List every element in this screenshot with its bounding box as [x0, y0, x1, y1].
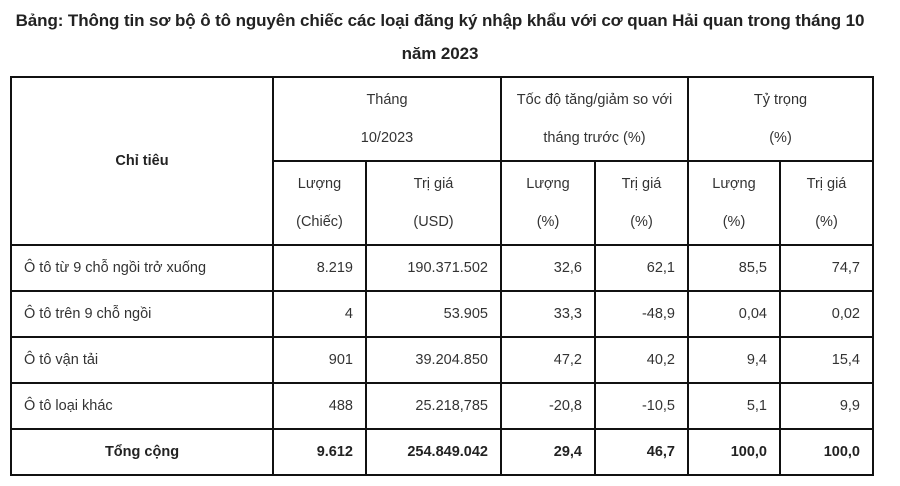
cell-qty: 8.219	[273, 245, 366, 291]
header-month-value-line2: (USD)	[413, 214, 454, 230]
cell-total-qty-change: 29,4	[501, 429, 595, 475]
cell-total-value-share: 100,0	[780, 429, 873, 475]
table-row	[11, 245, 873, 291]
cell-qty-change: -20,8	[501, 383, 595, 429]
cell-qty-share: 9,4	[688, 337, 780, 383]
header-share-qty-line1: Lượng	[712, 176, 756, 192]
cell-total-qty: 9.612	[273, 429, 366, 475]
table-title-line1: Bảng: Thông tin sơ bộ ô tô nguyên chiếc các loại đăng ký nhập khẩu với cơ quan Hải quan trong tháng 10	[15, 11, 865, 30]
header-change-value	[595, 161, 688, 245]
header-change-qty-line1: Lượng	[526, 176, 570, 192]
header-share-value-line2: (%)	[815, 214, 838, 230]
header-change-value-line1: Trị giá	[621, 176, 662, 192]
header-month-qty	[273, 161, 366, 245]
table-row	[11, 383, 873, 429]
import-cars-table	[10, 76, 874, 476]
header-group-month	[273, 77, 501, 161]
table-row	[11, 337, 873, 383]
header-indicator	[11, 77, 273, 245]
cell-qty-share: 5,1	[688, 383, 780, 429]
header-month-value	[366, 161, 501, 245]
cell-value-share: 74,7	[780, 245, 873, 291]
table-row	[11, 291, 873, 337]
header-change-qty-line2: (%)	[536, 214, 560, 230]
cell-qty-change: 32,6	[501, 245, 595, 291]
cell-total-qty-share: 100,0	[688, 429, 780, 475]
cell-qty-change: 47,2	[501, 337, 595, 383]
cell-label: Ô tô loại khác	[11, 383, 273, 429]
cell-value: 25.218,785	[366, 383, 501, 429]
cell-value: 39.204.850	[366, 337, 501, 383]
header-change-value-line2: (%)	[630, 214, 653, 230]
cell-value-change: 62,1	[595, 245, 688, 291]
cell-qty-share: 0,04	[688, 291, 780, 337]
cell-total-value-change: 46,7	[595, 429, 688, 475]
cell-value-change: 40,2	[595, 337, 688, 383]
header-group-change-line2: tháng trước (%)	[543, 130, 646, 146]
header-group-share-line1: Tỷ trọng	[753, 92, 808, 108]
cell-value-share: 15,4	[780, 337, 873, 383]
header-share-value-line1: Trị giá	[806, 176, 847, 192]
header-month-value-line1: Trị giá	[413, 176, 454, 192]
cell-qty-change: 33,3	[501, 291, 595, 337]
cell-qty: 4	[273, 291, 366, 337]
cell-value-change: -48,9	[595, 291, 688, 337]
header-group-change-line1: Tốc độ tăng/giảm so với	[516, 92, 673, 108]
table-title	[0, 4, 880, 70]
header-group-share-line2: (%)	[769, 130, 792, 146]
cell-label: Ô tô từ 9 chỗ ngồi trở xuống	[11, 245, 273, 291]
table-title-line2: năm 2023	[401, 44, 479, 63]
table-row-total	[11, 429, 873, 475]
cell-value: 190.371.502	[366, 245, 501, 291]
cell-qty-share: 85,5	[688, 245, 780, 291]
header-group-change	[501, 77, 688, 161]
cell-label: Ô tô vận tải	[11, 337, 273, 383]
header-share-value	[780, 161, 873, 245]
header-row-groups	[11, 77, 873, 161]
header-group-month-line2: 10/2023	[360, 130, 414, 146]
cell-qty: 488	[273, 383, 366, 429]
header-change-qty	[501, 161, 595, 245]
cell-value: 53.905	[366, 291, 501, 337]
cell-qty: 901	[273, 337, 366, 383]
header-indicator-label: Chỉ tiêu	[115, 153, 169, 169]
header-group-share	[688, 77, 873, 161]
cell-value-share: 9,9	[780, 383, 873, 429]
header-share-qty-line2: (%)	[722, 214, 746, 230]
cell-value-change: -10,5	[595, 383, 688, 429]
cell-value-share: 0,02	[780, 291, 873, 337]
header-share-qty	[688, 161, 780, 245]
header-month-qty-line2: (Chiếc)	[296, 214, 343, 230]
cell-label: Ô tô trên 9 chỗ ngồi	[11, 291, 273, 337]
header-month-qty-line1: Lượng	[297, 176, 342, 192]
cell-total-label: Tổng cộng	[11, 429, 273, 475]
header-group-month-line1: Tháng	[366, 92, 408, 108]
cell-total-value: 254.849.042	[366, 429, 501, 475]
